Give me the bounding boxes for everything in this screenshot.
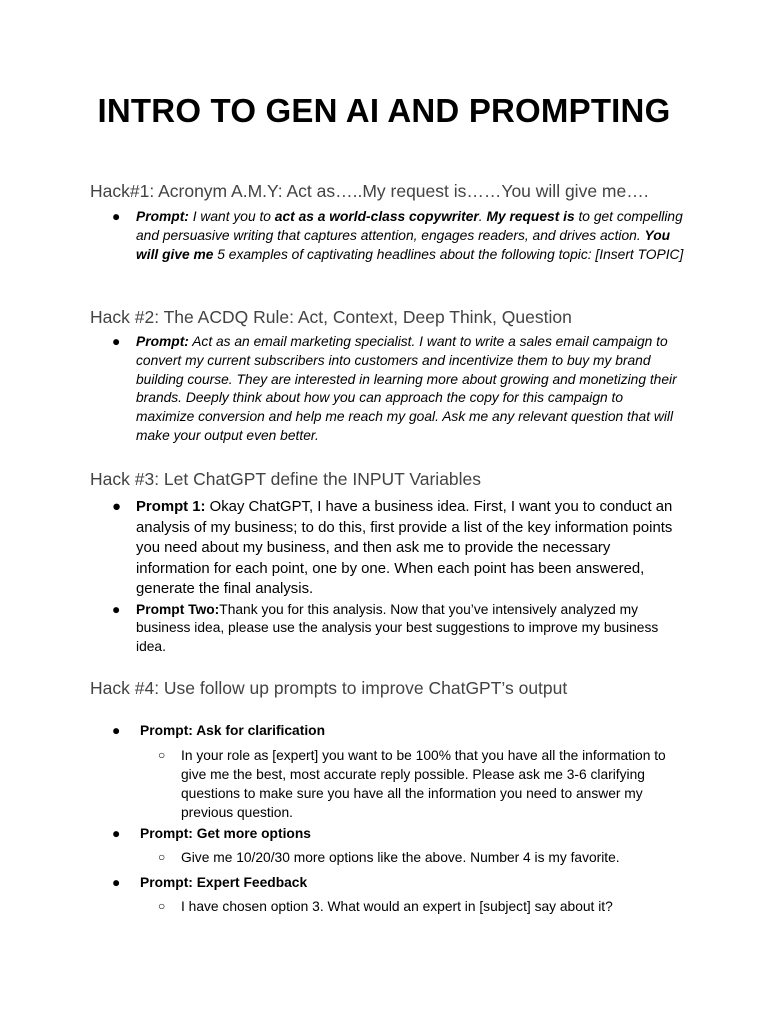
hack1-list: [0, 208, 684, 264]
hack4-list: [0, 721, 768, 916]
hack3-list: [0, 497, 684, 657]
hack4-sub-expert: [0, 897, 689, 916]
circle-bullet-icon: ○: [158, 850, 166, 864]
hack4-sub-clarification: [0, 746, 689, 822]
prompt-label: Prompt: Get more options: [140, 826, 311, 841]
prompt-label: Prompt Two:: [136, 601, 220, 617]
prompt-text: .: [478, 209, 487, 224]
hack4-item-clarification: [0, 721, 768, 741]
prompt-emphasis: My request is: [486, 209, 575, 224]
hack3-prompt-2: [0, 601, 684, 657]
hack2-heading: Hack #2: The ACDQ Rule: Act, Context, Deep Think, Question: [90, 307, 572, 327]
hack1-prompt: [0, 208, 684, 264]
circle-bullet-icon: ○: [158, 899, 166, 913]
prompt-text: I want you to: [188, 209, 275, 224]
bullet-icon: ●: [112, 334, 121, 349]
prompt-label: Prompt:: [136, 334, 189, 349]
bullet-icon: ●: [112, 826, 121, 841]
sub-text: Give me 10/20/30 more options like the above. Number 4 is my favorite.: [181, 850, 620, 865]
hack3-prompt-1: [0, 497, 684, 600]
hack3-heading: Hack #3: Let ChatGPT define the INPUT Variables: [90, 469, 482, 489]
prompt-text: 5 examples of captivating headlines about the following topic: [Insert TOPIC]: [213, 246, 684, 262]
prompt-label: Prompt:: [136, 209, 189, 224]
bullet-icon: ●: [112, 499, 121, 515]
circle-bullet-icon: ○: [158, 748, 166, 762]
prompt-text: Okay ChatGPT, I have a business idea. First, I want you to conduct an analysis of my business; to do this, first provide a list of the key information points you need about my business, and then ask me to provide the necessary information for each point, one by one. When each point has been answered, generate the final analysis.: [136, 499, 673, 597]
page-title: INTRO TO GEN AI AND PROMPTING: [97, 92, 671, 129]
prompt-label: Prompt: Ask for clarification: [140, 723, 326, 738]
hack4-sub-options: [0, 848, 689, 867]
hack4-heading: Hack #4: Use follow up prompts to improve ChatGPT’s output: [90, 678, 568, 698]
hack2-prompt: [0, 333, 684, 446]
prompt-text: Act as an email marketing specialist. I want to write a sales email campaign to convert my current subscribers into customers and incentivize them to buy my brand building course. They are interested in learning more about growing and monetizing their brands. Deeply think about how you can approach the copy for this campaign to maximize conversion and help me reach my goal. Ask me any relevant question that will make your output even better.: [136, 334, 677, 443]
hack4-item-options: [0, 824, 768, 844]
sub-text: I have chosen option 3. What would an expert in [subject] say about it?: [181, 899, 613, 914]
prompt-emphasis: You will give me: [136, 227, 671, 262]
hack2-list: [0, 333, 684, 446]
bullet-icon: ●: [112, 875, 121, 890]
bullet-icon: ●: [112, 601, 121, 617]
prompt-label: Prompt: Expert Feedback: [140, 875, 308, 890]
prompt-text: to get compelling and persuasive writing that captures attention, engages readers, and drives action.: [136, 209, 683, 243]
sub-text: In your role as [expert] you want to be 100% that you have all the information to give me the best, most accurate reply possible. Please ask me 3-6 clarifying questions to make sure you have all the information you need to answer my previous question.: [181, 748, 666, 820]
hack4-item-expert: [0, 873, 768, 893]
bullet-icon: ●: [112, 723, 121, 738]
bullet-icon: ●: [112, 209, 121, 224]
hack1-heading: Hack#1: Acronym A.M.Y: Act as…..My request is……You will give me….: [90, 181, 649, 201]
prompt-label: Prompt 1:: [136, 499, 206, 515]
prompt-emphasis: act as a world-class copywriter: [274, 209, 479, 224]
prompt-text: Thank you for this analysis. Now that you’ve intensively analyzed my business idea, please use the analysis your best suggestions to improve my business idea.: [136, 601, 659, 655]
